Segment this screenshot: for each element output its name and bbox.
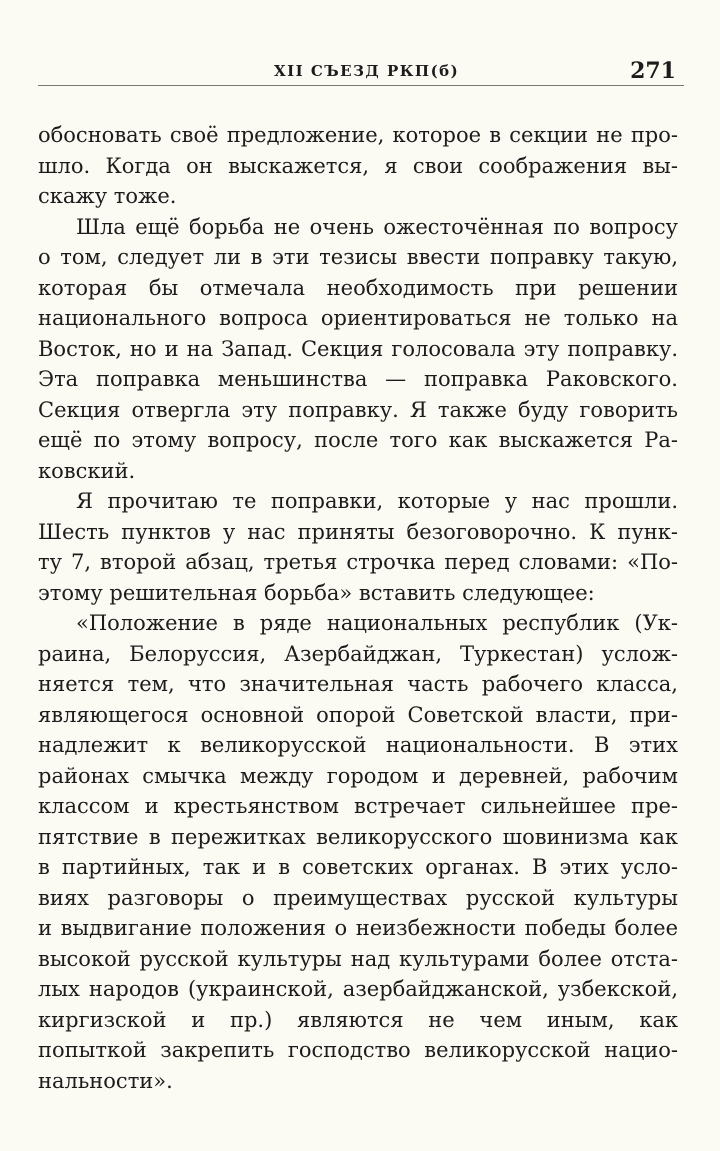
text-line: «Положение в ряде национальных республик (Ук-	[76, 611, 678, 635]
text-line: шло. Когда он выскажется, я свои соображения вы-	[38, 153, 678, 178]
text-line: няется тем, что значительная часть рабочего класса,	[38, 672, 678, 696]
text-line: виях разговоры о преимуществах русской культуры	[38, 885, 678, 910]
text-line: Эта поправка меньшинства — поправка Раковского.	[38, 367, 678, 391]
text-line: национального вопроса ориентироваться не только на	[38, 306, 678, 330]
text-line: Восток, но и на Запад. Секция голосовала эту поправку.	[38, 336, 678, 361]
text-line: нальности».	[38, 1068, 173, 1093]
body-text	[38, 120, 678, 1096]
text-line: ковский.	[38, 458, 136, 483]
text-line: районах смычка между городом и деревней, рабочим	[38, 763, 678, 788]
header-rule	[38, 85, 684, 86]
text-line: скажу тоже.	[38, 184, 177, 208]
text-line: Шла ещё борьба не очень ожесточённая по вопросу	[76, 214, 678, 239]
text-line: высокой русской культуры над культурами более отста-	[38, 946, 678, 971]
text-line: киргизской и пр.) являются не чем иным, как	[38, 1007, 678, 1032]
text-line: ещё по этому вопросу, после того как выскажется Ра-	[38, 428, 678, 452]
text-line: которая бы отмечала необходимость при решении	[38, 275, 678, 300]
text-line: Я прочитаю те поправки, которые у нас прошли.	[76, 489, 678, 513]
text-line: пятствие в пережитках великорусского шовинизма как	[38, 824, 678, 849]
text-line: Секция отвергла эту поправку. Я также буду говорить	[38, 397, 678, 422]
text-line: в партийных, так и в советских органах. В этих усло-	[38, 855, 678, 879]
page-number: 271	[630, 58, 676, 84]
text-line: классом и крестьянством встречает сильнейшее пре-	[38, 794, 678, 818]
text-line: раина, Белоруссия, Азербайджан, Туркестан) услож-	[38, 641, 678, 666]
text-line: попыткой закрепить господство великорусской нацио-	[38, 1038, 678, 1062]
text-line: обосновать своё предложение, которое в секции не про-	[38, 123, 678, 147]
text-line: о том, следует ли в эти тезисы ввести поправку такую,	[38, 245, 678, 269]
text-line: лых народов (украинской, азербайджанской, узбекской,	[38, 977, 678, 1001]
page-header	[38, 52, 684, 86]
text-line: Шесть пунктов у нас приняты безоговорочно. К пунк-	[38, 519, 678, 544]
text-line: ту 7, второй абзац, третья строчка перед словами: «По-	[38, 550, 678, 574]
text-line: надлежит к великорусской национальности. В этих	[38, 733, 678, 757]
text-line: этому решительная борьба» вставить следующее:	[38, 580, 595, 605]
text-line: являющегося основной опорой Советской власти, при-	[38, 702, 678, 727]
running-head: XII СЪЕЗД РКП(б)	[274, 62, 460, 80]
text-line: и выдвигание положения о неизбежности победы более	[38, 916, 678, 940]
